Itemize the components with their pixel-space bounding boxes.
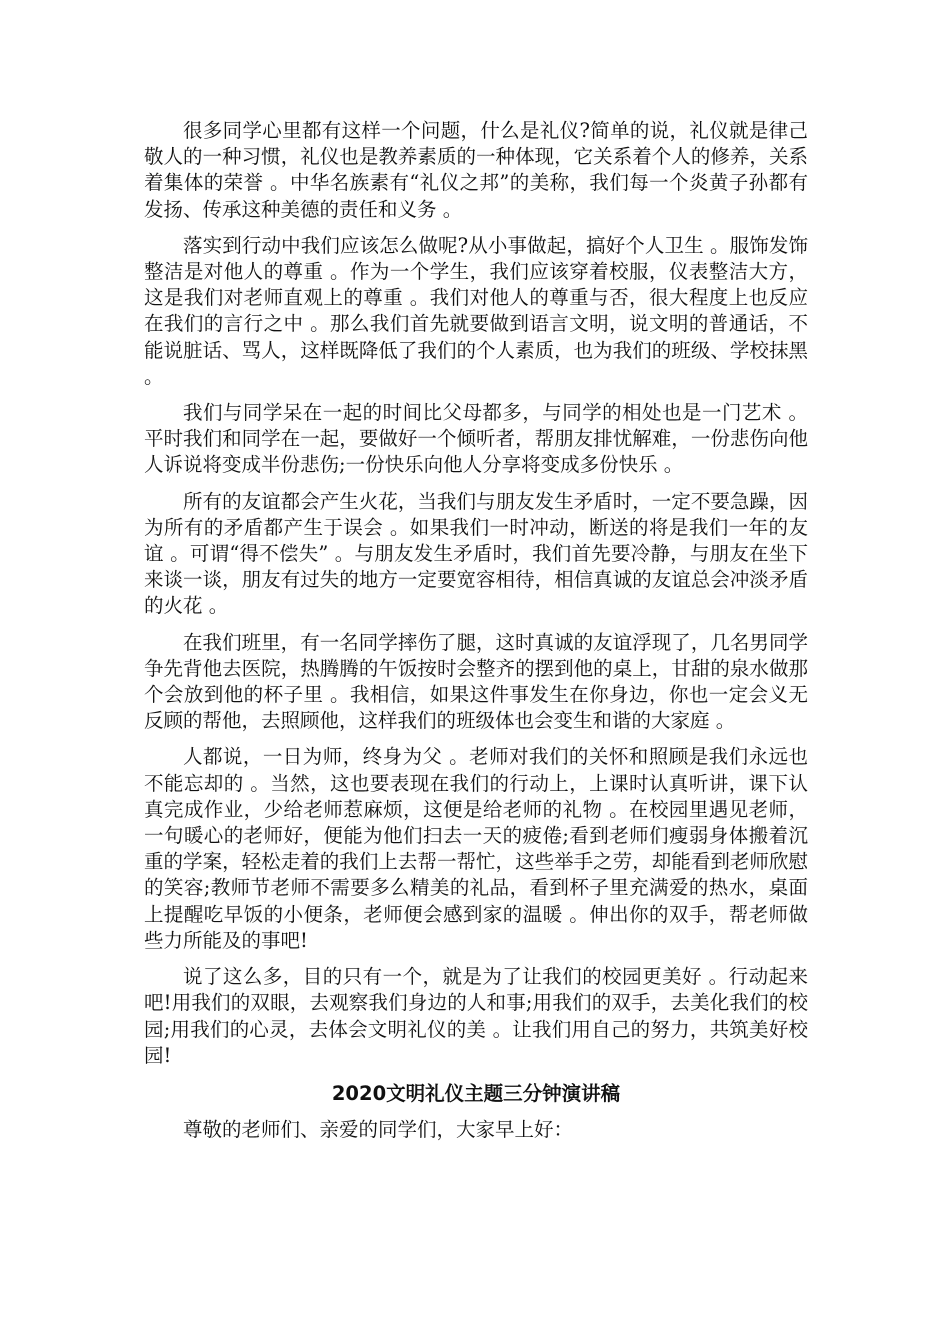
paragraph-classmates: 我们与同学呆在一起的时间比父母都多，与同学的相处也是一门艺术 。平时我们和同学在一起，要做好一个倾听者，帮朋友排忧解难，一份悲伤向他人诉说将变成半份悲伤;一份快乐向他人分享将变成多份快乐 。 — [144, 401, 808, 477]
paragraph-teachers: 人都说，一日为师，终身为父 。老师对我们的关怀和照顾是我们永远也不能忘却的 。当然，这也要表现在我们的行动上，上课时认真听讲，课下认真完成作业，少给老师惹麻烦，这便是给老师的礼物 。在校园里遇见老师，一句暖心的老师好，便能为他们扫去一天的疲倦;看到老师们瘦弱身体搬着沉重的学案，轻松走着的我们上去帮一帮忙，这些举手之劳，却能看到老师欣慰的笑容;教师节老师不需要多么精美的礼品，看到杯子里充满爱的热水，桌面上提醒吃早饭的小便条，老师便会感到家的温暖 。伸出你的双手，帮老师做些力所能及的事吧! — [144, 745, 808, 952]
paragraph-action: 落实到行动中我们应该怎么做呢?从小事做起，搞好个人卫生 。服饰发饰整洁是对他人的尊重 。作为一个学生，我们应该穿着校服，仪表整洁大方，这是我们对老师直观上的尊重 。我们对他人的尊重与否，很大程度上也反应在我们的言行之中 。那么我们首先就要做到语言文明，说文明的普通话，不能说脏话、骂人，这样既降低了我们的个人素质，也为我们的班级、学校抹黑 。 — [144, 233, 808, 388]
speech-greeting: 尊敬的老师们、亲爱的同学们，大家早上好： — [183, 1117, 574, 1141]
document-page — [144, 118, 808, 1143]
paragraph-conclusion: 说了这么多，目的只有一个，就是为了让我们的校园更美好 。行动起来吧!用我们的双眼，去观察我们身边的人和事;用我们的双手，去美化我们的校园;用我们的心灵，去体会文明礼仪的美 。让我们用自己的努力，共筑美好校园! — [144, 965, 808, 1067]
paragraph-friendship: 所有的友谊都会产生火花，当我们与朋友发生矛盾时，一定不要急躁，因为所有的矛盾都产生于误会 。如果我们一时冲动，断送的将是我们一年的友谊 。可谓“得不偿失” 。与朋友发生矛盾时，我们首先要冷静，与朋友在坐下来谈一谈，朋友有过失的地方一定要宽容相待，相信真诚的友谊总会冲淡矛盾的火花 。 — [144, 489, 808, 618]
paragraph-class-story: 在我们班里，有一名同学摔伤了腿，这时真诚的友谊浮现了，几名男同学争先背他去医院，热腾腾的午饭按时会整齐的摆到他的桌上，甘甜的泉水做那个会放到他的杯子里 。我相信，如果这件事发生在你身边，你也一定会义无反顾的帮他，去照顾他，这样我们的班级体也会变生和谐的大家庭 。 — [144, 630, 808, 733]
paragraph-etiquette-definition: 很多同学心里都有这样一个问题，什么是礼仪?简单的说，礼仪就是律己敬人的一种习惯，礼仪也是教养素质的一种体现，它关系着个人的修养，关系着集体的荣誉 。中华名族素有“礼仪之邦”的美称，我们每一个炎黄子孙都有发扬、传承这种美德的责任和义务 。 — [144, 119, 808, 221]
speech-title: 2020文明礼仪主题三分钟演讲稿 — [331, 1081, 621, 1105]
